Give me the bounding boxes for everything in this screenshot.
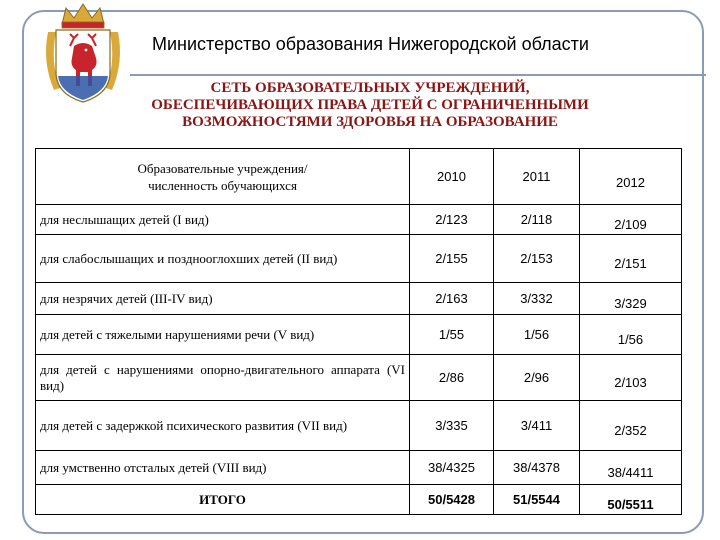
page-title (70, 80, 670, 131)
row-label: для детей с задержкой психического развития (VII вид) (36, 401, 410, 451)
row-label: для детей с нарушениями опорно-двигательного аппарата (VI вид) (36, 355, 410, 401)
total-2012: 50/5511 (580, 485, 682, 515)
row-label: для неслышащих детей (I вид) (36, 205, 410, 235)
table-row (36, 451, 682, 485)
cell-2011: 1/56 (494, 315, 580, 355)
row-label: для слабослышащих и позднооглохших детей (II вид) (36, 235, 410, 283)
table-row (36, 401, 682, 451)
table-header-row (36, 149, 682, 205)
cell-2010: 1/55 (410, 315, 494, 355)
cell-2010: 2/86 (410, 355, 494, 401)
ministry-name: Министерство образования Нижегородской области (152, 34, 589, 54)
cell-2010: 2/123 (410, 205, 494, 235)
cell-2012: 1/56 (580, 315, 682, 355)
cell-2010: 38/4325 (410, 451, 494, 485)
cell-2012: 2/352 (580, 401, 682, 451)
cell-2012: 3/329 (580, 283, 682, 315)
cell-2012: 2/109 (580, 205, 682, 235)
row-label: для незрячих детей (III-IV вид) (36, 283, 410, 315)
row-label: для умственно отсталых детей (VIII вид) (36, 451, 410, 485)
table-row (36, 283, 682, 315)
table-row (36, 355, 682, 401)
total-2010: 50/5428 (410, 485, 494, 515)
total-label: ИТОГО (36, 485, 410, 515)
column-header-line-1: Образовательные учреждения/ (137, 160, 308, 176)
column-header-2010: 2010 (410, 149, 494, 205)
cell-2011: 2/153 (494, 235, 580, 283)
column-header-2011: 2011 (494, 149, 580, 205)
title-line-1: СЕТЬ ОБРАЗОВАТЕЛЬНЫХ УЧРЕЖДЕНИЙ, (210, 80, 530, 96)
cell-2011: 2/96 (494, 355, 580, 401)
row-label: для детей с тяжелыми нарушениями речи (V вид) (36, 315, 410, 355)
cell-2010: 2/155 (410, 235, 494, 283)
cell-2012: 38/4411 (580, 451, 682, 485)
column-header-2012: 2012 (580, 149, 682, 205)
total-2011: 51/5544 (494, 485, 580, 515)
column-header-line-2: численность обучающихся (148, 177, 297, 193)
column-header-institutions (36, 149, 410, 205)
title-line-3: ВОЗМОЖНОСТЯМИ ЗДОРОВЬЯ НА ОБРАЗОВАНИЕ (182, 114, 558, 130)
cell-2011: 3/411 (494, 401, 580, 451)
cell-2011: 2/118 (494, 205, 580, 235)
cell-2011: 3/332 (494, 283, 580, 315)
institutions-table (35, 148, 682, 515)
cell-2012: 2/151 (580, 235, 682, 283)
cell-2011: 38/4378 (494, 451, 580, 485)
table-row (36, 205, 682, 235)
cell-2010: 2/163 (410, 283, 494, 315)
table-row (36, 315, 682, 355)
total-row (36, 485, 682, 515)
title-divider (130, 74, 706, 76)
cell-2012: 2/103 (580, 355, 682, 401)
title-line-2: ОБЕСПЕЧИВАЮЩИХ ПРАВА ДЕТЕЙ С ОГРАНИЧЕННЫМИ (151, 97, 589, 113)
table-row (36, 235, 682, 283)
cell-2010: 3/335 (410, 401, 494, 451)
